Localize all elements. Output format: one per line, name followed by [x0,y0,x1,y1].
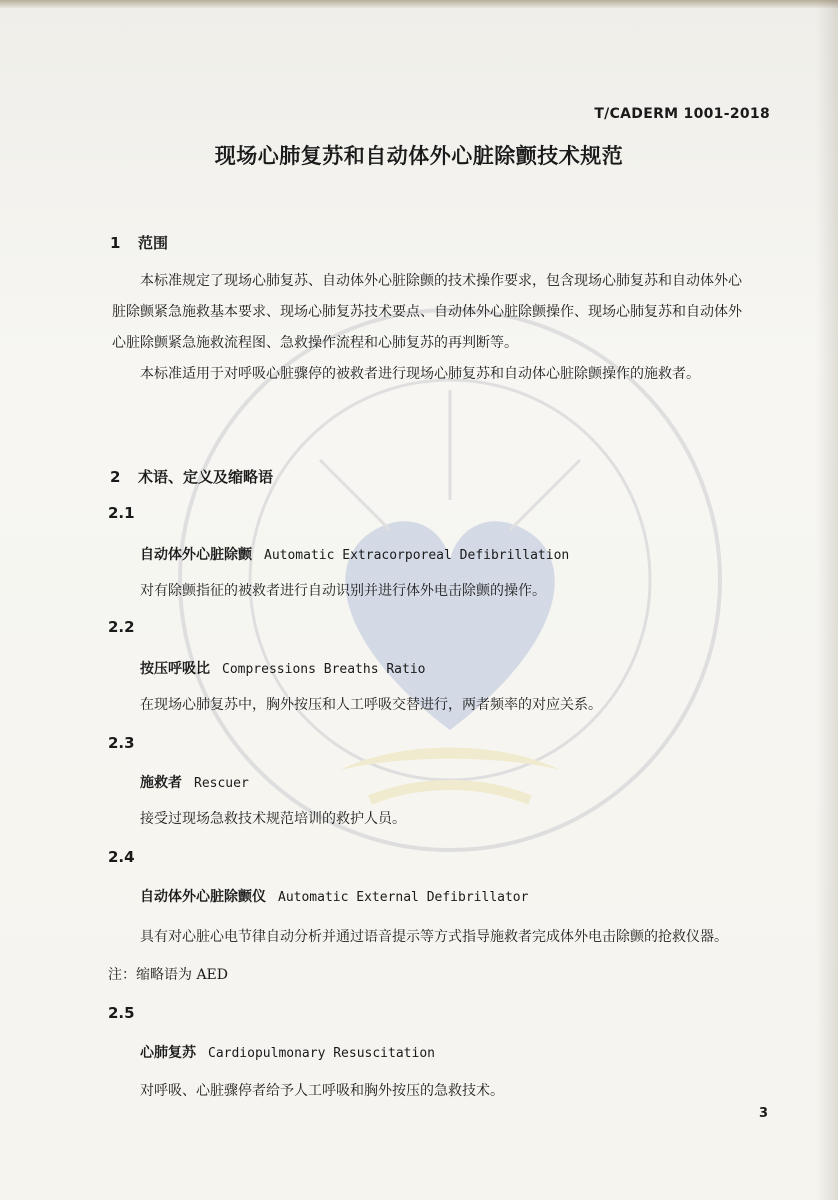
page-edge-shadow [816,0,838,1200]
term-english: Automatic External Defibrillator [278,890,529,905]
term-chinese: 按压呼吸比 [140,661,210,677]
term-definition: 接受过现场急救技术规范培训的救护人员。 [140,811,406,827]
term-note: 注：缩略语为 AED [108,967,229,983]
term-english: Cardiopulmonary Resuscitation [208,1046,435,1061]
page-top-edge [0,0,838,8]
clause-number: 2.1 [108,504,135,522]
term-chinese: 心肺复苏 [140,1045,196,1061]
section-2-heading [110,466,273,487]
term-entry [140,886,528,906]
term-definition: 具有对心脏心电节律自动分析并通过语音提示等方式指导施救者完成体外电击除颤的抢救仪器。 [140,929,728,945]
page-number: 3 [758,1106,768,1121]
term-chinese: 自动体外心脏除颤 [140,547,252,563]
paragraph-line: 心脏除颤紧急施救流程图、急救操作流程和心肺复苏的再判断等。 [112,335,518,351]
term-definition: 在现场心肺复苏中，胸外按压和人工呼吸交替进行，两者频率的对应关系。 [140,697,602,713]
term-entry [140,1042,435,1062]
term-definition: 对呼吸、心脏骤停者给予人工呼吸和胸外按压的急救技术。 [140,1083,504,1099]
section-number: 2 [110,468,121,486]
document-code: T/CADERM 1001-2018 [594,106,770,122]
term-entry [140,772,249,792]
section-1-body [112,266,762,390]
term-english: Compressions Breaths Ratio [222,662,426,677]
term-entry [140,658,426,678]
term-english: Automatic Extracorporeal Defibrillation [264,548,570,563]
clause-number: 2.3 [108,734,135,752]
document-title: 现场心肺复苏和自动体外心脏除颤技术规范 [214,144,624,168]
term-definition: 对有除颤指征的被救者进行自动识别并进行体外电击除颤的操作。 [140,583,546,599]
section-title: 术语、定义及缩略语 [138,468,274,486]
paragraph-line: 本标准规定了现场心肺复苏、自动体外心脏除颤的技术操作要求，包含现场心肺复苏和自动体外心 [140,273,742,289]
paragraph: 本标准适用于对呼吸心脏骤停的被救者进行现场心肺复苏和自动体心脏除颤操作的施救者。 [140,366,700,382]
clause-number: 2.4 [108,848,135,866]
clause-number: 2.5 [108,1004,135,1022]
term-english: Rescuer [194,776,249,791]
clause-number: 2.2 [108,618,135,636]
paragraph-line: 脏除颤紧急施救基本要求、现场心肺复苏技术要点、自动体外心脏除颤操作、现场心肺复苏和自动体外 [112,304,742,320]
section-title: 范围 [138,234,169,252]
section-1-heading [110,232,168,253]
section-number: 1 [110,234,121,252]
term-entry [140,544,569,564]
term-chinese: 施救者 [140,775,182,791]
term-chinese: 自动体外心脏除颤仪 [140,889,266,905]
